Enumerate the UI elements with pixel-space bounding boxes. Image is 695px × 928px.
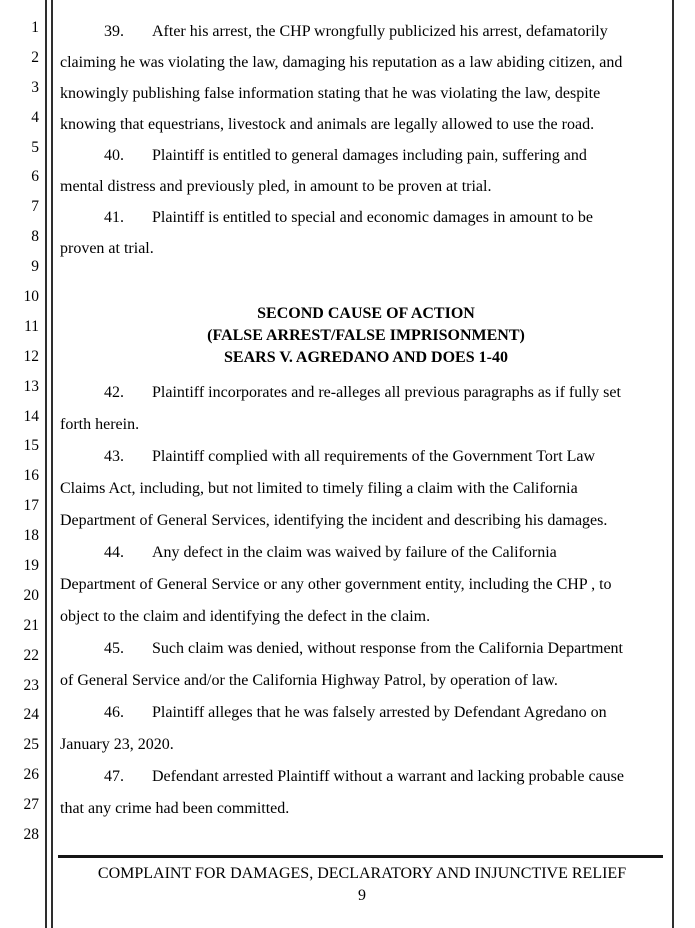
- line-number: 22: [23, 646, 39, 664]
- right-margin-rule: [672, 0, 674, 928]
- gutter-rule-outer: [45, 0, 47, 928]
- paragraph-line: knowing that equestrians, livestock and animals are legally allowed to use the road.: [60, 116, 595, 133]
- line-number: 18: [23, 527, 39, 545]
- line-number: 5: [31, 138, 39, 156]
- paragraph-number: 46.: [104, 704, 124, 721]
- paragraph-line: Department of General Services, identifying the incident and describing his damages.: [60, 512, 608, 529]
- cause-of-action-heading: [60, 303, 672, 369]
- line-number: 23: [23, 676, 39, 694]
- paragraph-first-line: 42. Plaintiff incorporates and re-alleges all previous paragraphs as if fully set: [60, 377, 672, 409]
- paragraph-first-line: 47. Defendant arrested Plaintiff without a warrant and lacking probable cause: [60, 761, 672, 793]
- paragraph-first-line: 43. Plaintiff complied with all requirements of the Government Tort Law: [60, 441, 672, 473]
- line-number: 14: [23, 407, 39, 425]
- paragraph-number: 39.: [104, 23, 124, 40]
- paragraph-number: 47.: [104, 768, 124, 785]
- paragraph-line: proven at trial.: [60, 240, 154, 257]
- footer-title: COMPLAINT FOR DAMAGES, DECLARATORY AND INJUNCTIVE RELIEF: [97, 865, 627, 882]
- paragraph-line: that any crime had been committed.: [60, 800, 290, 817]
- line-number-gutter: [0, 13, 40, 850]
- line-number: 24: [23, 706, 39, 724]
- line-number: 8: [31, 228, 39, 246]
- heading-line: SEARS V. AGREDANO AND DOES 1-40: [224, 349, 508, 366]
- paragraph-line: Department of General Service or any other government entity, including the CHP , to: [60, 576, 612, 593]
- paragraph-first-line: 46. Plaintiff alleges that he was falsely arrested by Defendant Agredano on: [60, 697, 672, 729]
- line-number: 28: [23, 826, 39, 844]
- paragraph-number: 43.: [104, 448, 124, 465]
- paragraph-line: knowingly publishing false information stating that he was violating the law, despite: [60, 85, 601, 102]
- paragraph-line: January 23, 2020.: [60, 736, 174, 753]
- paragraph-line: mental distress and previously pled, in amount to be proven at trial.: [60, 178, 492, 195]
- line-number: 10: [23, 288, 39, 306]
- paragraph-line: Claims Act, including, but not limited to timely filing a claim with the California: [60, 480, 578, 497]
- paragraph-first-line: 45. Such claim was denied, without response from the California Department: [60, 633, 672, 665]
- line-number: 17: [23, 497, 39, 515]
- line-number: 19: [23, 557, 39, 575]
- line-number: 12: [23, 347, 39, 365]
- heading-line: (FALSE ARREST/FALSE IMPRISONMENT): [207, 327, 525, 344]
- paragraph-line: object to the claim and identifying the defect in the claim.: [60, 608, 431, 625]
- paragraph-number: 44.: [104, 544, 124, 561]
- line-number: 11: [24, 317, 39, 335]
- body-section-bottom: [60, 377, 672, 825]
- line-number: 6: [31, 168, 39, 186]
- paragraph-number: 40.: [104, 147, 124, 164]
- line-number: 16: [23, 467, 39, 485]
- paragraph-number: 42.: [104, 384, 124, 401]
- paragraph-first-line: 39. After his arrest, the CHP wrongfully publicized his arrest, defamatorily: [60, 16, 672, 47]
- paragraph-number: 45.: [104, 640, 124, 657]
- footer-rule: [58, 855, 663, 858]
- paragraph-line: of General Service and/or the California Highway Patrol, by operation of law.: [60, 672, 558, 689]
- line-number: 15: [23, 437, 39, 455]
- paragraph-number: 41.: [104, 209, 124, 226]
- paragraph-first-line: 40. Plaintiff is entitled to general damages including pain, suffering and: [60, 140, 672, 171]
- gutter-rule-inner: [51, 0, 53, 928]
- line-number: 25: [23, 736, 39, 754]
- line-number: 3: [31, 78, 39, 96]
- line-number: 13: [23, 377, 39, 395]
- line-number: 27: [23, 796, 39, 814]
- line-number: 7: [31, 198, 39, 216]
- heading-line: SECOND CAUSE OF ACTION: [257, 305, 475, 322]
- page-footer: [58, 863, 666, 907]
- line-number: 26: [23, 766, 39, 784]
- paragraph-first-line: 41. Plaintiff is entitled to special and economic damages in amount to be: [60, 202, 672, 233]
- paragraph-first-line: 44. Any defect in the claim was waived by failure of the California: [60, 537, 672, 569]
- line-number: 21: [23, 616, 39, 634]
- paragraph-line: forth herein.: [60, 416, 140, 433]
- line-number: 9: [31, 258, 39, 276]
- line-number: 1: [31, 19, 39, 36]
- line-number: 4: [31, 108, 39, 126]
- paragraph-line: claiming he was violating the law, damaging his reputation as a law abiding citizen, and: [60, 54, 623, 71]
- line-number: 2: [31, 48, 39, 66]
- body-section-top: [60, 16, 672, 264]
- line-number: 20: [23, 586, 39, 604]
- footer-page-number: 9: [358, 887, 366, 904]
